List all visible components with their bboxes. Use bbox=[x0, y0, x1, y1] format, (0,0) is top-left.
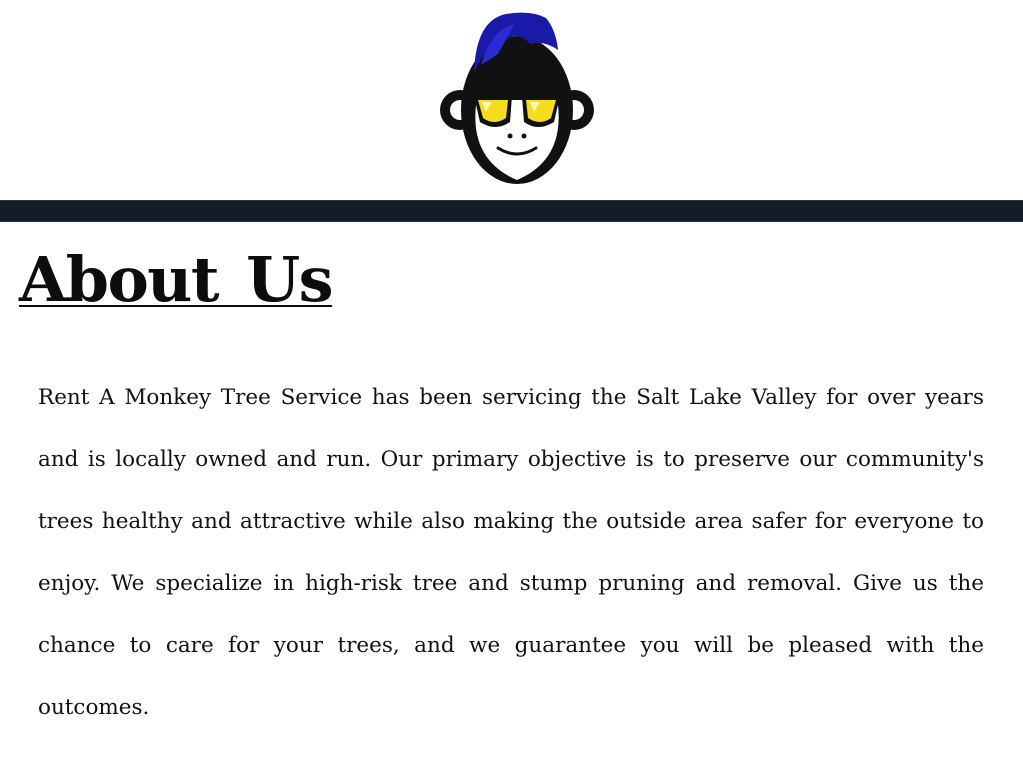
header-divider-bar bbox=[0, 200, 1023, 222]
page-title: About Us bbox=[19, 243, 333, 316]
monkey-logo-icon[interactable] bbox=[436, 10, 598, 190]
monkey-logo-graphic bbox=[436, 10, 598, 190]
about-paragraph: Rent A Monkey Tree Service has been servicing the Salt Lake Valley for over years and is locally owned and run. Our primary objective is to preserve our community's trees healthy and attractive while also making the outside area safer for everyone to enjoy. We specialize in high-risk tree and stump pruning and removal. Give us the chance to care for your trees, and we guarantee you will be pleased with the outcomes. bbox=[38, 385, 984, 720]
